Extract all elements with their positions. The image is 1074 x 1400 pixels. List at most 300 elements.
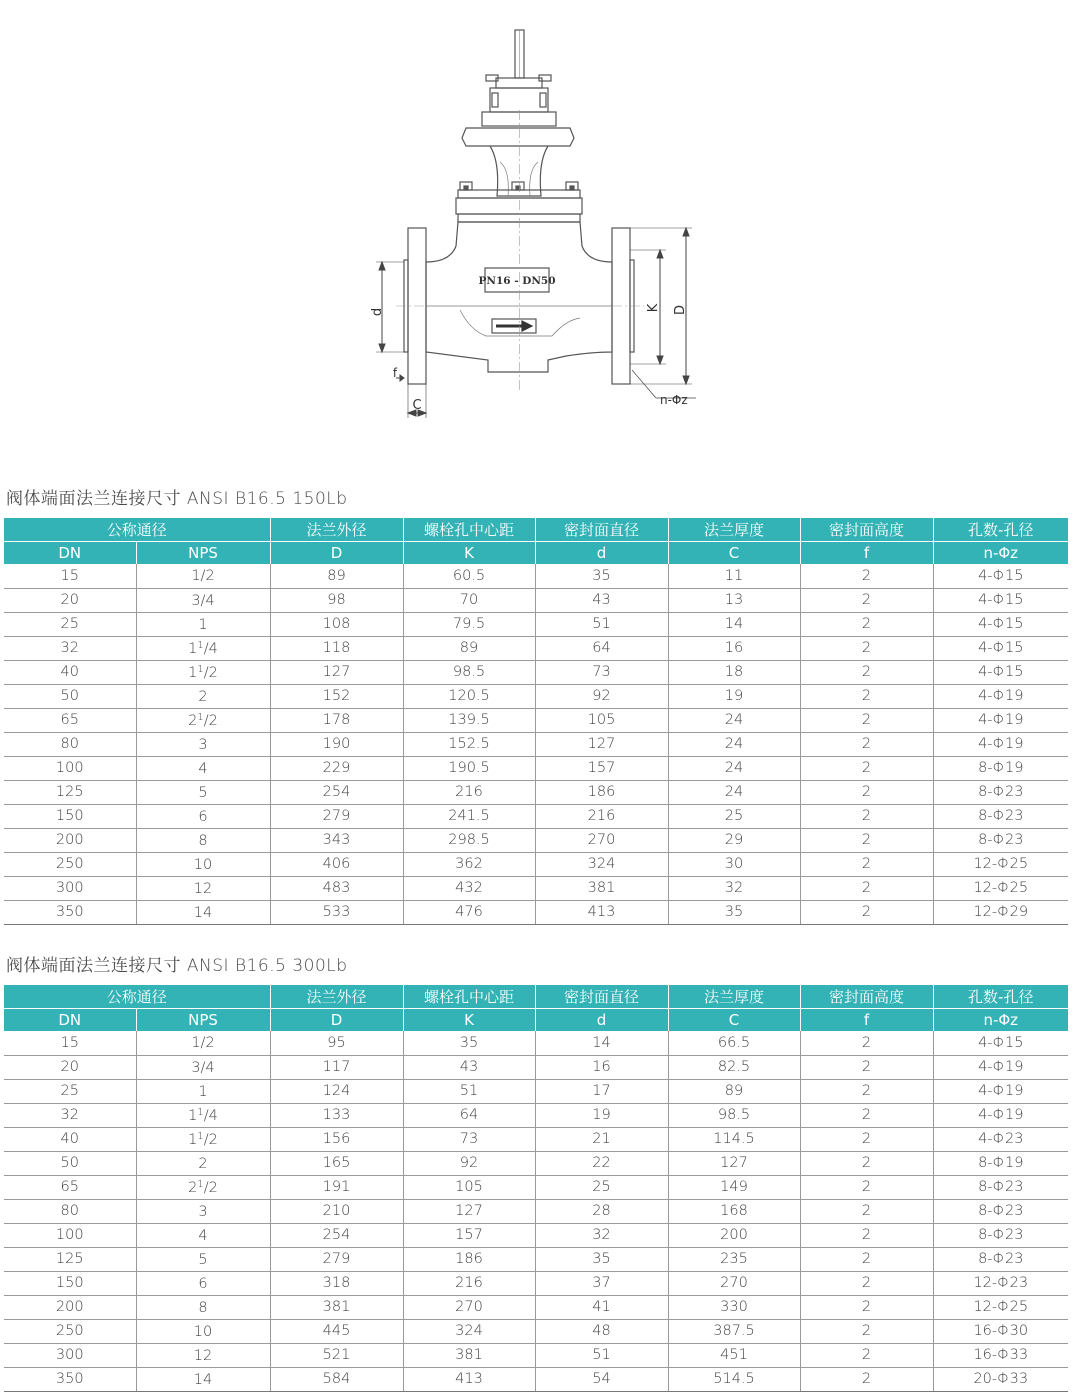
cell-outer-dia: 127	[270, 660, 403, 684]
table-row	[4, 828, 1068, 852]
nps-fraction: /2	[203, 664, 218, 681]
cell-seal-dia: 54	[535, 1367, 668, 1391]
cell-outer-dia: 89	[270, 564, 403, 588]
cell-dn: 65	[4, 708, 136, 732]
cell-seal-height: 2	[800, 1271, 933, 1295]
cell-bolt-center: 43	[403, 1055, 535, 1079]
cell-bolt-center: 270	[403, 1295, 535, 1319]
nps-fraction: 1/2	[191, 568, 215, 585]
nps-whole: 2	[198, 688, 208, 705]
cell-seal-dia: 51	[535, 1343, 668, 1367]
cell-holes: 12-Φ23	[933, 1271, 1068, 1295]
nameplate-text: PN16 - DN50	[478, 275, 556, 287]
cell-seal-height: 2	[800, 1175, 933, 1199]
nps-fraction: /2	[203, 1179, 218, 1196]
cell-thickness: 114.5	[668, 1127, 800, 1151]
table-row	[4, 1295, 1068, 1319]
cell-outer-dia: 190	[270, 732, 403, 756]
cell-seal-dia: 186	[535, 780, 668, 804]
cell-holes: 4-Φ15	[933, 612, 1068, 636]
nps-fraction: 3/4	[191, 1059, 215, 1076]
header-thickness: 法兰厚度	[668, 985, 800, 1008]
cell-holes: 4-Φ19	[933, 1079, 1068, 1103]
header-k: K	[403, 1008, 535, 1031]
cell-bolt-center: 157	[403, 1223, 535, 1247]
cell-nps	[136, 1319, 270, 1343]
nps-whole: 5	[198, 1251, 208, 1268]
nps-whole: 6	[198, 808, 208, 825]
cell-nps	[136, 852, 270, 876]
cell-outer-dia: 381	[270, 1295, 403, 1319]
flange-table-300lb	[4, 985, 1068, 1392]
cell-nps	[136, 564, 270, 588]
cell-bolt-center: 92	[403, 1151, 535, 1175]
dim-label-d: d	[370, 307, 385, 317]
cell-bolt-center: 186	[403, 1247, 535, 1271]
cell-nps	[136, 1031, 270, 1055]
cell-seal-height: 2	[800, 636, 933, 660]
cell-dn: 250	[4, 1319, 136, 1343]
cell-seal-dia: 28	[535, 1199, 668, 1223]
cell-seal-dia: 381	[535, 876, 668, 900]
cell-dn: 350	[4, 1367, 136, 1391]
cell-bolt-center: 298.5	[403, 828, 535, 852]
table-row	[4, 1319, 1068, 1343]
cell-seal-dia: 32	[535, 1223, 668, 1247]
cell-outer-dia: 584	[270, 1367, 403, 1391]
cell-thickness: 235	[668, 1247, 800, 1271]
cell-holes: 4-Φ19	[933, 684, 1068, 708]
nps-whole: 1	[188, 1131, 198, 1148]
cell-bolt-center: 51	[403, 1079, 535, 1103]
cell-seal-dia: 51	[535, 612, 668, 636]
cell-nps	[136, 1127, 270, 1151]
cell-bolt-center: 216	[403, 1271, 535, 1295]
cell-seal-dia: 41	[535, 1295, 668, 1319]
cell-seal-height: 2	[800, 1127, 933, 1151]
cell-dn: 125	[4, 780, 136, 804]
cell-nps	[136, 1079, 270, 1103]
nps-whole: 4	[198, 760, 208, 777]
cell-dn: 250	[4, 852, 136, 876]
dim-label-d-outer: D	[673, 304, 688, 316]
table-row	[4, 900, 1068, 924]
cell-nps	[136, 732, 270, 756]
nps-whole: 14	[193, 1371, 213, 1388]
cell-dn: 20	[4, 588, 136, 612]
cell-outer-dia: 118	[270, 636, 403, 660]
nps-whole: 2	[188, 1179, 198, 1196]
flange-table-150lb	[4, 518, 1068, 925]
header-d: d	[535, 1008, 668, 1031]
cell-holes: 12-Φ25	[933, 1295, 1068, 1319]
nps-whole: 8	[198, 832, 208, 849]
cell-seal-height: 2	[800, 900, 933, 924]
cell-nps	[136, 876, 270, 900]
cell-outer-dia: 521	[270, 1343, 403, 1367]
cell-bolt-center: 98.5	[403, 660, 535, 684]
table-row	[4, 564, 1068, 588]
cell-bolt-center: 35	[403, 1031, 535, 1055]
dim-label-f: f	[392, 366, 398, 380]
cell-seal-height: 2	[800, 1031, 933, 1055]
cell-outer-dia: 445	[270, 1319, 403, 1343]
cell-thickness: 11	[668, 564, 800, 588]
table-row	[4, 780, 1068, 804]
cell-bolt-center: 79.5	[403, 612, 535, 636]
cell-nps	[136, 636, 270, 660]
cell-thickness: 24	[668, 708, 800, 732]
cell-seal-dia: 21	[535, 1127, 668, 1151]
cell-seal-dia: 22	[535, 1151, 668, 1175]
header-bolt-center: 螺栓孔中心距	[403, 985, 535, 1008]
header-nominal: 公称通径	[4, 518, 270, 541]
cell-outer-dia: 95	[270, 1031, 403, 1055]
cell-holes: 8-Φ23	[933, 1199, 1068, 1223]
table-title-150lb: 阀体端面法兰连接尺寸 ANSI B16.5 150Lb	[6, 489, 348, 509]
cell-dn: 150	[4, 804, 136, 828]
cell-seal-dia: 35	[535, 1247, 668, 1271]
nps-fraction: /4	[203, 640, 218, 657]
nps-whole: 3	[198, 1203, 208, 1220]
cell-seal-dia: 35	[535, 564, 668, 588]
cell-dn: 100	[4, 756, 136, 780]
cell-seal-dia: 16	[535, 1055, 668, 1079]
cell-bolt-center: 362	[403, 852, 535, 876]
nps-whole: 3	[198, 736, 208, 753]
cell-holes: 4-Φ15	[933, 564, 1068, 588]
cell-dn: 100	[4, 1223, 136, 1247]
cell-thickness: 82.5	[668, 1055, 800, 1079]
table-row	[4, 1271, 1068, 1295]
cell-outer-dia: 533	[270, 900, 403, 924]
table-row	[4, 684, 1068, 708]
cell-nps	[136, 1175, 270, 1199]
nps-whole: 8	[198, 1299, 208, 1316]
cell-seal-dia: 37	[535, 1271, 668, 1295]
header-holes: 孔数-孔径	[933, 518, 1068, 541]
cell-thickness: 30	[668, 852, 800, 876]
cell-nps	[136, 1151, 270, 1175]
nps-numerator: 1	[197, 1178, 204, 1190]
cell-outer-dia: 165	[270, 1151, 403, 1175]
cell-holes: 4-Φ19	[933, 732, 1068, 756]
header-k: K	[403, 541, 535, 564]
cell-holes: 4-Φ15	[933, 660, 1068, 684]
cell-nps	[136, 1367, 270, 1391]
header-holes: 孔数-孔径	[933, 985, 1068, 1008]
cell-thickness: 387.5	[668, 1319, 800, 1343]
cell-thickness: 24	[668, 780, 800, 804]
cell-seal-height: 2	[800, 828, 933, 852]
cell-bolt-center: 64	[403, 1103, 535, 1127]
cell-seal-dia: 157	[535, 756, 668, 780]
cell-outer-dia: 191	[270, 1175, 403, 1199]
cell-seal-height: 2	[800, 804, 933, 828]
cell-seal-dia: 105	[535, 708, 668, 732]
cell-bolt-center: 105	[403, 1175, 535, 1199]
table-row	[4, 1031, 1068, 1055]
header-d-outer: D	[270, 1008, 403, 1031]
cell-dn: 200	[4, 1295, 136, 1319]
cell-dn: 65	[4, 1175, 136, 1199]
cell-thickness: 168	[668, 1199, 800, 1223]
cell-dn: 32	[4, 1103, 136, 1127]
cell-nps	[136, 612, 270, 636]
cell-bolt-center: 324	[403, 1319, 535, 1343]
cell-seal-height: 2	[800, 756, 933, 780]
cell-outer-dia: 108	[270, 612, 403, 636]
cell-thickness: 18	[668, 660, 800, 684]
cell-holes: 16-Φ33	[933, 1343, 1068, 1367]
cell-seal-dia: 14	[535, 1031, 668, 1055]
cell-dn: 15	[4, 1031, 136, 1055]
cell-seal-dia: 43	[535, 588, 668, 612]
cell-thickness: 98.5	[668, 1103, 800, 1127]
cell-outer-dia: 318	[270, 1271, 403, 1295]
cell-thickness: 66.5	[668, 1031, 800, 1055]
cell-seal-height: 2	[800, 1079, 933, 1103]
valve-body	[426, 222, 612, 372]
cell-seal-dia: 270	[535, 828, 668, 852]
cell-seal-height: 2	[800, 612, 933, 636]
header-c: C	[668, 1008, 800, 1031]
header-outer-dia: 法兰外径	[270, 518, 403, 541]
cell-dn: 32	[4, 636, 136, 660]
header-f: f	[800, 541, 933, 564]
nps-whole: 10	[193, 856, 213, 873]
nps-numerator: 1	[197, 1106, 204, 1118]
cell-nps	[136, 1055, 270, 1079]
cell-dn: 20	[4, 1055, 136, 1079]
cell-bolt-center: 476	[403, 900, 535, 924]
nps-whole: 12	[193, 880, 213, 897]
cell-seal-height: 2	[800, 1247, 933, 1271]
header-nps: NPS	[136, 541, 270, 564]
cell-seal-dia: 19	[535, 1103, 668, 1127]
cell-dn: 15	[4, 564, 136, 588]
cell-nps	[136, 780, 270, 804]
cell-thickness: 24	[668, 756, 800, 780]
cell-bolt-center: 120.5	[403, 684, 535, 708]
table-row	[4, 852, 1068, 876]
header-thickness: 法兰厚度	[668, 518, 800, 541]
dim-label-k: K	[646, 303, 661, 313]
cell-holes: 4-Φ15	[933, 1031, 1068, 1055]
cell-thickness: 451	[668, 1343, 800, 1367]
cell-seal-height: 2	[800, 1223, 933, 1247]
cell-holes: 8-Φ23	[933, 1247, 1068, 1271]
table-row	[4, 612, 1068, 636]
cell-seal-height: 2	[800, 1151, 933, 1175]
cell-seal-dia: 324	[535, 852, 668, 876]
cell-seal-height: 2	[800, 1319, 933, 1343]
cell-thickness: 35	[668, 900, 800, 924]
cell-seal-dia: 413	[535, 900, 668, 924]
nps-whole: 5	[198, 784, 208, 801]
cell-nps	[136, 756, 270, 780]
cell-nps	[136, 684, 270, 708]
cell-dn: 150	[4, 1271, 136, 1295]
cell-bolt-center: 432	[403, 876, 535, 900]
cell-dn: 25	[4, 612, 136, 636]
cell-nps	[136, 588, 270, 612]
table-body-150lb	[4, 564, 1068, 924]
cell-nps	[136, 1199, 270, 1223]
cell-dn: 300	[4, 876, 136, 900]
header-outer-dia: 法兰外径	[270, 985, 403, 1008]
cell-dn: 350	[4, 900, 136, 924]
header-seal-dia: 密封面直径	[535, 985, 668, 1008]
cell-bolt-center: 216	[403, 780, 535, 804]
cell-holes: 8-Φ23	[933, 780, 1068, 804]
table-row	[4, 756, 1068, 780]
cell-holes: 8-Φ23	[933, 1175, 1068, 1199]
cell-seal-dia: 216	[535, 804, 668, 828]
cell-bolt-center: 60.5	[403, 564, 535, 588]
cell-thickness: 32	[668, 876, 800, 900]
nps-whole: 1	[188, 1107, 198, 1124]
table-row	[4, 1247, 1068, 1271]
cell-thickness: 127	[668, 1151, 800, 1175]
cell-holes: 8-Φ23	[933, 804, 1068, 828]
cell-dn: 125	[4, 1247, 136, 1271]
cell-seal-height: 2	[800, 1343, 933, 1367]
cell-bolt-center: 152.5	[403, 732, 535, 756]
cell-holes: 12-Φ25	[933, 876, 1068, 900]
table-row	[4, 1343, 1068, 1367]
header-bolt-center: 螺栓孔中心距	[403, 518, 535, 541]
header-f: f	[800, 1008, 933, 1031]
nps-whole: 4	[198, 1227, 208, 1244]
header-nz: n-Φz	[933, 1008, 1068, 1031]
nps-numerator: 1	[197, 1130, 204, 1142]
cell-outer-dia: 156	[270, 1127, 403, 1151]
nps-whole: 12	[193, 1347, 213, 1364]
nps-whole: 1	[188, 640, 198, 657]
cell-outer-dia: 229	[270, 756, 403, 780]
cell-dn: 40	[4, 1127, 136, 1151]
nps-fraction: /2	[203, 1131, 218, 1148]
header-dn: DN	[4, 1008, 136, 1031]
header-seal-height: 密封面高度	[800, 518, 933, 541]
cell-seal-height: 2	[800, 660, 933, 684]
nps-fraction: 1/2	[191, 1035, 215, 1052]
header-d-outer: D	[270, 541, 403, 564]
cell-holes: 20-Φ33	[933, 1367, 1068, 1391]
cell-seal-dia: 48	[535, 1319, 668, 1343]
cell-seal-height: 2	[800, 1367, 933, 1391]
cell-seal-height: 2	[800, 588, 933, 612]
cell-dn: 50	[4, 1151, 136, 1175]
cell-thickness: 200	[668, 1223, 800, 1247]
cell-nps	[136, 1271, 270, 1295]
cell-holes: 4-Φ19	[933, 1103, 1068, 1127]
header-nz: n-Φz	[933, 541, 1068, 564]
cell-thickness: 89	[668, 1079, 800, 1103]
cell-outer-dia: 124	[270, 1079, 403, 1103]
cell-outer-dia: 279	[270, 1247, 403, 1271]
cell-outer-dia: 117	[270, 1055, 403, 1079]
cell-nps	[136, 660, 270, 684]
table-row	[4, 1103, 1068, 1127]
cell-outer-dia: 178	[270, 708, 403, 732]
table-row	[4, 588, 1068, 612]
table-row	[4, 876, 1068, 900]
nps-whole: 1	[188, 664, 198, 681]
cell-dn: 40	[4, 660, 136, 684]
cell-seal-height: 2	[800, 684, 933, 708]
cell-thickness: 14	[668, 612, 800, 636]
dim-label-holes: n-Φz	[660, 393, 688, 407]
cell-holes: 8-Φ23	[933, 1223, 1068, 1247]
cell-holes: 12-Φ29	[933, 900, 1068, 924]
cell-seal-height: 2	[800, 732, 933, 756]
bonnet-flange	[456, 198, 582, 214]
cell-seal-height: 2	[800, 876, 933, 900]
cell-holes: 8-Φ19	[933, 1151, 1068, 1175]
cell-holes: 4-Φ19	[933, 1055, 1068, 1079]
cell-bolt-center: 241.5	[403, 804, 535, 828]
table-row	[4, 1151, 1068, 1175]
cell-outer-dia: 343	[270, 828, 403, 852]
cell-seal-height: 2	[800, 564, 933, 588]
cell-seal-dia: 17	[535, 1079, 668, 1103]
cell-bolt-center: 89	[403, 636, 535, 660]
cell-thickness: 29	[668, 828, 800, 852]
cell-nps	[136, 1103, 270, 1127]
cell-outer-dia: 152	[270, 684, 403, 708]
cell-holes: 12-Φ25	[933, 852, 1068, 876]
table-row	[4, 1223, 1068, 1247]
nps-whole: 2	[188, 712, 198, 729]
table-row	[4, 1367, 1068, 1391]
cell-holes: 8-Φ23	[933, 828, 1068, 852]
header-nominal: 公称通径	[4, 985, 270, 1008]
cell-bolt-center: 139.5	[403, 708, 535, 732]
nps-whole: 14	[193, 904, 213, 921]
valve-diagram	[370, 22, 710, 422]
cell-outer-dia: 98	[270, 588, 403, 612]
cell-seal-height: 2	[800, 708, 933, 732]
cell-seal-height: 2	[800, 1103, 933, 1127]
cell-holes: 4-Φ19	[933, 708, 1068, 732]
cell-seal-dia: 92	[535, 684, 668, 708]
cell-nps	[136, 1223, 270, 1247]
cell-outer-dia: 254	[270, 780, 403, 804]
cell-seal-dia: 73	[535, 660, 668, 684]
cell-outer-dia: 483	[270, 876, 403, 900]
cell-holes: 4-Φ15	[933, 636, 1068, 660]
cell-nps	[136, 1343, 270, 1367]
cell-seal-height: 2	[800, 1055, 933, 1079]
table-row	[4, 1199, 1068, 1223]
nps-whole: 1	[198, 616, 208, 633]
table-row	[4, 1127, 1068, 1151]
table-row	[4, 732, 1068, 756]
cell-outer-dia: 210	[270, 1199, 403, 1223]
nps-numerator: 1	[197, 711, 204, 723]
header-seal-height: 密封面高度	[800, 985, 933, 1008]
header-nps: NPS	[136, 1008, 270, 1031]
cell-thickness: 149	[668, 1175, 800, 1199]
cell-thickness: 13	[668, 588, 800, 612]
cell-nps	[136, 900, 270, 924]
cell-outer-dia: 133	[270, 1103, 403, 1127]
cell-nps	[136, 1295, 270, 1319]
cell-seal-height: 2	[800, 780, 933, 804]
cell-seal-height: 2	[800, 1199, 933, 1223]
